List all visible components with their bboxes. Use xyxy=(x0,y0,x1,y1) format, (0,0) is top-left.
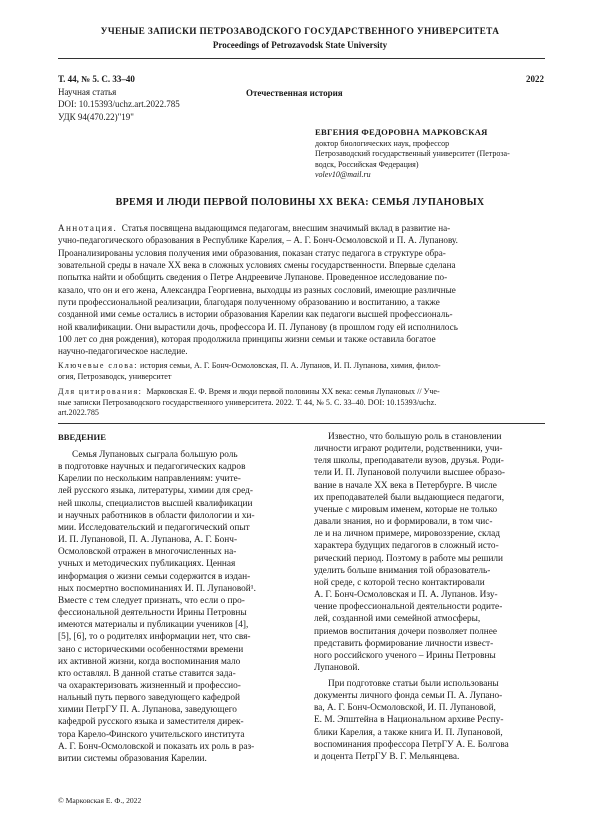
body-text-line: А. Г. Бонч-Осмоловская и П. А. Лупанов. Изу- xyxy=(314,590,498,601)
abstract-line: зовательной среды в начале XX века в сложных условиях смены государственности. Впервые сделана xyxy=(58,260,456,271)
body-text-line: И. П. Лупановой, П. А. Лупанова, А. Г. Бонч- xyxy=(58,535,238,546)
abstract-divider xyxy=(58,423,545,424)
body-text-line: ва, А. Г. Бонч-Осмоловской, И. П. Лупановой, xyxy=(314,703,496,714)
body-text-line: давали знания, но и формировали, в том чис- xyxy=(314,517,493,528)
left-column xyxy=(58,449,298,765)
body-text-line: кто оставлял. В данной статье ставится зада- xyxy=(58,668,236,679)
abstract-line: пути профессиональной реализации, благодаря полученному образованию и воспитанию, а также xyxy=(58,297,440,308)
body-text-line: лей русского языка, литературы, химии для сред- xyxy=(58,486,253,497)
body-text-line: чение профессиональной деятельности родите- xyxy=(314,602,503,613)
body-text-line: рический период. Поэтому в работе мы решили xyxy=(314,553,504,564)
body-text-line: блики Карелия, а также книга И. П. Лупановой, xyxy=(314,727,503,738)
doi: DOI: 10.15393/uchz.art.2022.785 xyxy=(58,99,180,110)
body-text-line: Семья Лупановых сыграла большую роль xyxy=(72,450,238,460)
body-text-line: Известно, что большую роль в становлении xyxy=(328,432,502,442)
citation-line: art.2022.785 xyxy=(58,408,99,418)
abstract xyxy=(58,222,547,358)
body-text-line: Осмоловской отражен в многочисленных на- xyxy=(58,547,237,558)
abstract-line: попытка найти и обобщить сведения о Петре Андреевиче Лупанове. Проведенное исследование по- xyxy=(58,272,448,283)
body-text-line: фессиональной деятельности Ирины Петровны xyxy=(58,608,247,619)
body-text-line: тора Карело-Финского учительского института xyxy=(58,729,245,740)
body-text-line: ле и на личном примере, мировоззрение, склад xyxy=(314,529,501,540)
abstract-line: Проанализированы условия получения ими образования, показан статус педагога в структуре обра- xyxy=(58,247,446,258)
body-text-line: ных посмертно воспоминаниях И. П. Лупановой¹. xyxy=(58,583,256,594)
journal-title-en: Proceedings of Petrozavodsk State University xyxy=(212,40,388,50)
body-text-line: воспоминания профессора ПетрГУ А. Е. Болгова xyxy=(314,739,509,750)
right-column-paragraph-2 xyxy=(314,678,548,763)
body-text-line: витии системы образования Карелии. xyxy=(58,753,207,764)
body-text-line: ного российского ученого – Ирины Петровны xyxy=(314,650,496,661)
keywords xyxy=(58,361,547,382)
abstract-line: учно-педагогического образования в Республике Карелия, – А. Г. Бонч-Осмоловской и П. А. Лупанову. xyxy=(58,235,458,246)
article-type: Научная статья xyxy=(58,86,117,97)
citation xyxy=(58,387,547,419)
body-text-line: кафедрой русского языка и заместителя дирек- xyxy=(58,717,244,728)
body-text-line: их преподавателей были выдающиеся педагоги, xyxy=(314,492,505,503)
body-text-line: А. Г. Бонч-Осмоловской и показать их роль в раз- xyxy=(58,741,255,752)
body-text-line: документы личного фонда семьи П. А. Лупано- xyxy=(314,691,503,702)
body-text-line: вание в начале XX века в Петербурге. В числе xyxy=(314,480,497,491)
author-line: Петрозаводский государственный университет (Петроза- xyxy=(315,149,510,158)
body-text-line: теля школы, преподаватели вузов, друзья. Роди- xyxy=(314,456,504,467)
year: 2022 xyxy=(526,74,544,84)
body-text-line: уделить больше внимания той образователь- xyxy=(314,565,491,576)
body-text-line: Е. М. Эпштейна в Национальном архиве Респу- xyxy=(314,715,504,726)
body-text-line: характера будущих педагогов в сложный исто- xyxy=(314,541,499,552)
body-text-line: тели И. П. Лупановой получили высшее образо- xyxy=(314,468,505,479)
body-text-line: их активной жизни, когда воспоминания мало xyxy=(58,656,241,667)
journal-title-ru: УЧЕНЫЕ ЗАПИСКИ ПЕТРОЗАВОДСКОГО ГОСУДАРСТВЕННОГО УНИВЕРСИТЕТА xyxy=(100,27,500,37)
body-text-line: ча охарактеризовать жизненный и профессио- xyxy=(58,680,241,691)
body-text-line: При подготовке статьи были использованы xyxy=(328,679,499,689)
author-block xyxy=(315,127,547,181)
body-text-line: мии. Исследовательский и педагогический опыт xyxy=(58,522,250,533)
body-text-line: лей, созданной ими семейной атмосферы, xyxy=(314,614,481,625)
body-text-line: приемов воспитания дочери позволяет полнее xyxy=(314,626,497,637)
body-text-line: и научных работников в области филологии и хи- xyxy=(58,510,255,521)
header-divider xyxy=(58,58,545,59)
body-text-line: информация о жизни семьи содержится в издан- xyxy=(58,571,251,582)
body-text-line: зано с историческими особенностями времени xyxy=(58,644,244,655)
section-title-introduction: ВВЕДЕНИЕ xyxy=(58,432,106,442)
body-text-line: и доцента ПетрГУ В. Г. Мельянцева. xyxy=(314,751,460,762)
body-text-line: Вместе с тем следует признать, что если о про- xyxy=(58,595,245,606)
abstract-line: ной квалификации. Они вырастили дочь, профессора И. П. Лупанову (в прошлом году ей исполнилось xyxy=(58,321,458,332)
author-name: ЕВГЕНИЯ ФЕДОРОВНА МАРКОВСКАЯ xyxy=(315,127,488,137)
abstract-line: созданной ими семье остались в истории образования Карелии как педагоги высшей профессиональ- xyxy=(58,309,453,320)
citation-line: Марковская Е. Ф. Время и люди первой половины XX века: семья Лупановых // Уче- xyxy=(146,387,440,396)
author-email[interactable]: volev10@mail.ru xyxy=(315,170,371,179)
article-title: ВРЕМЯ И ЛЮДИ ПЕРВОЙ ПОЛОВИНЫ XX ВЕКА: СЕМЬЯ ЛУПАНОВЫХ xyxy=(115,197,485,208)
body-text-line: Лупановой. xyxy=(314,662,360,673)
keywords-label: Ключевые слова: xyxy=(58,361,138,370)
citation-line: ные записки Петрозаводского государственного университета. 2022. Т. 44, № 5. С. 33–40. DOI: 10.15393/uchz. xyxy=(58,397,437,407)
keywords-line: история семьи, А. Г. Бонч-Осмоловская, П. А. Лупанов, И. П. Лупанова, химия, филол- xyxy=(139,361,441,370)
abstract-line: 100 лет со дня рождения), которая продолжила принципы жизни семьи и также оставила богатое xyxy=(58,334,436,345)
body-text-line: ной среде, с которой тесно контактировали xyxy=(314,577,485,588)
right-column-paragraph-1 xyxy=(314,431,548,674)
body-text-line: Карелии по нескольким направлениям: учите- xyxy=(58,474,241,485)
abstract-line: Статья посвящена выдающимся педагогам, внесшим значимый вклад в развитие на- xyxy=(121,223,451,233)
body-text-line: имеются материалы и публикации учеников [4], xyxy=(58,620,249,631)
article-meta xyxy=(58,73,180,123)
body-text-line: личности играют родители, родственники, учи- xyxy=(314,444,503,455)
author-line: водск, Российская Федерация) xyxy=(315,159,419,169)
body-text-line: [5], [6], то о родителях информации нет, что свя- xyxy=(58,632,251,643)
abstract-line: научно-педагогическое наследие. xyxy=(58,346,188,357)
udc: УДК 94(470.22)"19" xyxy=(58,111,134,122)
body-text-line: химии ПетрГУ П. А. Лупанова, заведующего xyxy=(58,705,237,716)
rubric: Отечественная история xyxy=(246,88,343,98)
body-text-line: ней школы, специалистов высшей квалификации xyxy=(58,498,253,509)
body-text-line: нальный путь первого заведующего кафедрой xyxy=(58,693,240,704)
copyright: © Марковская Е. Ф., 2022 xyxy=(58,796,142,805)
body-text-line: ученые с мировым именем, которые не только xyxy=(314,504,498,515)
keywords-line: огия, Петрозаводск, университет xyxy=(58,371,172,381)
abstract-line: казало, что он и его жена, Александра Георгиевна, выходцы из разных сословий, имеющие различные xyxy=(58,284,456,295)
citation-label: Для цитирования: xyxy=(58,387,143,396)
author-line: доктор биологических наук, профессор xyxy=(315,138,450,148)
abstract-label: Аннотация. xyxy=(58,223,118,233)
body-text-line: учных и методических публикациях. Ценная xyxy=(58,559,236,570)
body-text-line: представить формирование личности извест- xyxy=(314,638,494,649)
body-text-line: в подготовке научных и педагогических кадров xyxy=(58,462,246,473)
volume-info: Т. 44, № 5. С. 33–40 xyxy=(58,74,135,84)
